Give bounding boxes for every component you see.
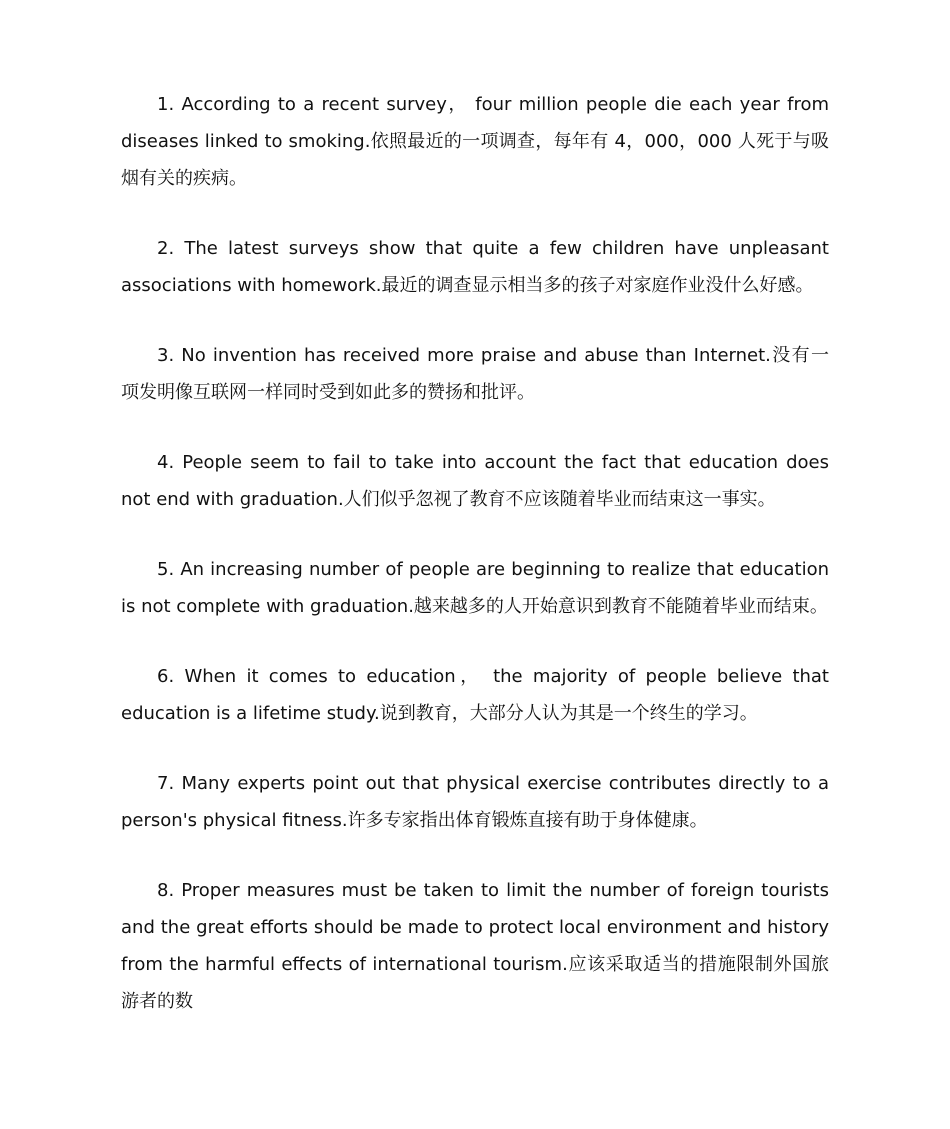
paragraph-7: 7. Many experts point out that physical exercise contributes directly to a person's physical fitness.许多专家指出体育锻炼直接有助于身体健康。 xyxy=(121,773,829,831)
paragraph-3: 3. No invention has received more praise and abuse than Internet.没有一项发明像互联网一样同时受到如此多的赞扬和批评。 xyxy=(121,345,829,403)
paragraph-6: 6. When it comes to education， the majority of people believe that education is a lifetime study.说到教育，大部分人认为其是一个终生的学习。 xyxy=(121,666,829,724)
paragraph-1: 1. According to a recent survey， four million people die each year from diseases linked to smoking.依照最近的一项调查，每年有 4，000，000 人死于与吸烟有关的疾病。 xyxy=(121,94,829,189)
paragraph-8: 8. Proper measures must be taken to limit the number of foreign tourists and the great efforts should be made to protect local environment and history from the harmful effects of international tourism.应该采取适当的措施限制外国旅游者的数 xyxy=(121,880,829,1012)
paragraph-5: 5. An increasing number of people are beginning to realize that education is not complete with graduation.越来越多的人开始意识到教育不能随着毕业而结束。 xyxy=(121,559,829,617)
paragraph-4: 4. People seem to fail to take into account the fact that education does not end with graduation.人们似乎忽视了教育不应该随着毕业而结束这一事实。 xyxy=(121,452,829,510)
paragraph-2: 2. The latest surveys show that quite a few children have unpleasant associations with homework.最近的调查显示相当多的孩子对家庭作业没什么好感。 xyxy=(121,238,829,296)
document-body xyxy=(121,86,829,1053)
